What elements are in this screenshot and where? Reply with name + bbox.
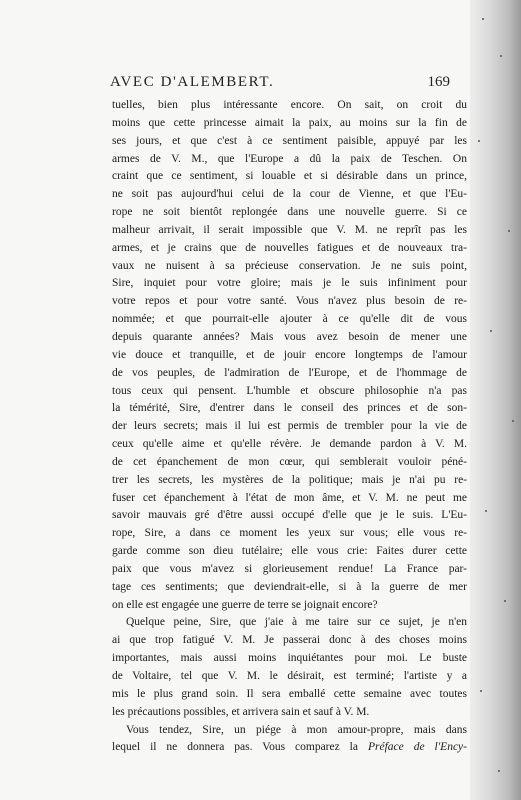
text-line: garde comme son dieu tutélaire; elle vous crie: Faites durer cette	[112, 545, 467, 558]
text-line: tuelles, bien plus intéressante encore. On sait, on croit du	[112, 99, 467, 111]
text-line: paix que vous m'avez si glorieusement rendue! La France par-	[112, 562, 467, 575]
text-line: mis le plus grand soin. Il sera emballé cette semaine avec toutes	[112, 687, 467, 700]
scan-speck	[480, 690, 482, 692]
text-line: Vous tendez, Sire, un piége à mon amour-propre, mais dans	[126, 723, 467, 736]
scan-speck	[485, 510, 487, 512]
body-text	[112, 97, 467, 757]
running-title: AVEC D'ALEMBERT.	[110, 74, 275, 90]
text-line: la témérité, Sire, d'entrer dans le conseil des princes et de son-	[112, 402, 467, 415]
text-line: de cet épanchement de mon cœur, qui semblerait vouloir péné-	[112, 455, 467, 468]
page-number: 169	[427, 74, 450, 90]
book-spine-edge	[470, 0, 521, 800]
text-line-part: lequel il ne donnera pas. Vous comparez la	[112, 741, 358, 754]
text-line: de Voltaire, tel que V. M. le désirait, est terminé; l'artiste y a	[112, 670, 467, 682]
scan-speck	[508, 230, 510, 232]
text-line: vaux ne nuisent à sa précieuse conservation. Je ne suis point,	[112, 259, 467, 272]
text-line: armes, et je crains que de nouvelles fatigues et de nouveaux tra-	[112, 241, 467, 254]
scan-speck	[490, 330, 492, 332]
scan-speck	[512, 420, 514, 422]
scan-speck	[498, 770, 500, 772]
text-line: vie douce et tranquille, et de jouir encore longtemps de l'amour	[112, 348, 467, 361]
text-line: tage ces sentiments; que deviendrait-elle, si à la guerre de mer	[112, 580, 467, 593]
text-line: craint que ce sentiment, si louable et si désirable dans un prince,	[112, 170, 467, 183]
text-line: savoir mauvais gré d'être aussi occupé d'elle que je le suis. L'Eu-	[112, 509, 467, 522]
text-line: rope ne soit bientôt replongée dans une nouvelle guerre. Si ce	[112, 206, 467, 219]
text-line: les précautions possibles, et arrivera sain et sauf à V. M.	[112, 705, 370, 718]
text-line: depuis quarante années? Mais vous avez besoin de mener une	[112, 330, 467, 343]
text-line: ceux qu'elle aime et qu'elle révère. Je demande pardon à V. M.	[112, 438, 467, 451]
scan-speck	[504, 600, 506, 602]
scan-speck	[482, 18, 484, 20]
text-line: ai que trop fatigué V. M. Je passerai donc à des choses moins	[112, 634, 467, 647]
text-line: der leurs secrets; mais il lui est permis de trembler pour la vie de	[112, 420, 467, 433]
italic-title: Préface de l'Ency-	[367, 741, 467, 754]
scan-speck	[478, 140, 480, 142]
text-line: ne soit pas aujourd'hui celui de la cour de Vienne, et que l'Eu-	[112, 188, 467, 201]
running-header	[110, 74, 450, 94]
text-line: fuser cet épanchement à l'état de mon âme, et V. M. ne peut me	[112, 491, 467, 504]
text-line: moins que cette princesse aimait la paix, au moins sur la fin de	[112, 116, 467, 129]
text-line: armes de V. M., que l'Europe a dû la paix de Teschen. On	[112, 152, 467, 165]
text-line: malheur arrivait, il serait impossible que V. M. ne reprît pas les	[112, 223, 467, 236]
text-line: ses jours, et que c'est à ce sentiment paisible, appuyé par les	[112, 134, 467, 147]
text-line: de vos peuples, de l'admiration de l'Europe, et de l'hommage de	[112, 366, 467, 379]
text-line: Quelque peine, Sire, que j'aie à me taire sur ce sujet, je n'en	[126, 616, 467, 629]
text-line: Sire, inquiet pour votre gloire; mais je le suis infiniment pour	[112, 277, 467, 290]
text-line: importantes, mais aussi moins inquiétantes pour moi. Le buste	[112, 652, 467, 665]
text-line-final	[112, 739, 467, 757]
text-line: votre repos et pour votre santé. Vous n'avez plus besoin de re-	[112, 295, 467, 308]
scan-speck	[500, 55, 502, 57]
text-line: nommée; et que pourrait-elle ajouter à ce qu'elle dit de vous	[112, 313, 467, 326]
text-line: trer les secrets, les mystères de la politique; mais je n'ai pu re-	[112, 473, 467, 486]
text-line: on elle est engagée une guerre de terre se joignait encore?	[112, 598, 378, 611]
text-line: rope, Sire, a dans ce moment les yeux sur vous; elle vous re-	[112, 527, 467, 540]
text-line: tous ceux qui pensent. L'humble et obscure philosophie n'a pas	[112, 384, 467, 397]
